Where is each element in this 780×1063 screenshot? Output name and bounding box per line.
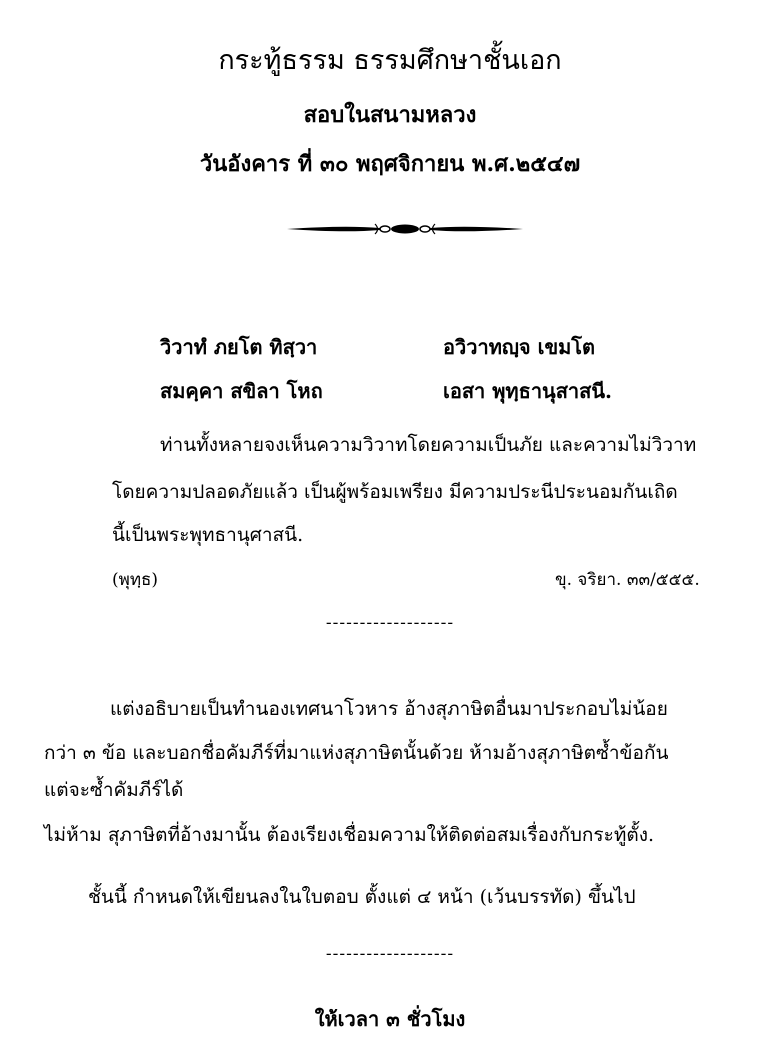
instruction-line5: ชั้นนี้ กำหนดให้เขียนลงในใบตอบ ตั้งแต่ ๔ หน้า (เว้นบรรทัด) ขึ้นไป <box>88 886 636 908</box>
source-reference: ขุ. จริยา. ๓๓/๕๕๕. <box>555 570 700 590</box>
exam-date: วันอังคาร ที่ ๓๐ พฤศจิกายน พ.ศ.๒๕๔๗ <box>199 151 581 177</box>
instruction-line3: แต่จะซ้ำคัมภีร์ได้ <box>44 779 184 801</box>
page-title: กระทู้ธรรม ธรรมศึกษาชั้นเอก <box>218 45 562 76</box>
instruction-line2: กว่า ๓ ข้อ และบอกชื่อคัมภีร์ที่มาแห่งสุภาษิตนั้นด้วย ห้ามอ้างสุภาษิตซ้ำข้อกัน <box>44 742 669 764</box>
ornament-divider <box>285 219 525 239</box>
separator-top: ------------------- <box>325 613 455 633</box>
translation-line2: โดยความปลอดภัยแล้ว เป็นผู้พร้อมเพรียง มีความประนีประนอมกันเถิด <box>112 481 678 503</box>
translation-line3: นี้เป็นพระพุทธานุศาสนี. <box>112 524 304 546</box>
instruction-line1: แต่งอธิบายเป็นทำนองเทศนาโวหาร อ้างสุภาษิตอื่นมาประกอบไม่น้อย <box>110 698 668 720</box>
verse-line1-left: วิวาทํ ภยโต ทิสฺวา <box>160 335 318 359</box>
source-attribution: (พุทฺธ) <box>112 570 159 590</box>
verse-line2-left: สมคฺคา สขิลา โหถ <box>160 379 323 403</box>
translation-line1: ท่านทั้งหลายจงเห็นความวิวาทโดยความเป็นภัย และความไม่วิวาท <box>160 434 697 456</box>
separator-bottom: ------------------- <box>325 944 455 964</box>
instruction-line4: ไม่ห้าม สุภาษิตที่อ้างมานั้น ต้องเรียงเชื่อมความให้ติดต่อสมเรื่องกับกระทู้ตั้ง. <box>44 824 655 846</box>
verse-line1-right: อวิวาทญฺจ เขมโต <box>443 335 596 359</box>
verse-line2-right: เอสา พุทฺธานุสาสนี. <box>443 379 613 403</box>
time-allowed: ให้เวลา ๓ ชั่วโมง <box>314 1007 466 1031</box>
exam-venue: สอบในสนามหลวง <box>303 102 477 128</box>
